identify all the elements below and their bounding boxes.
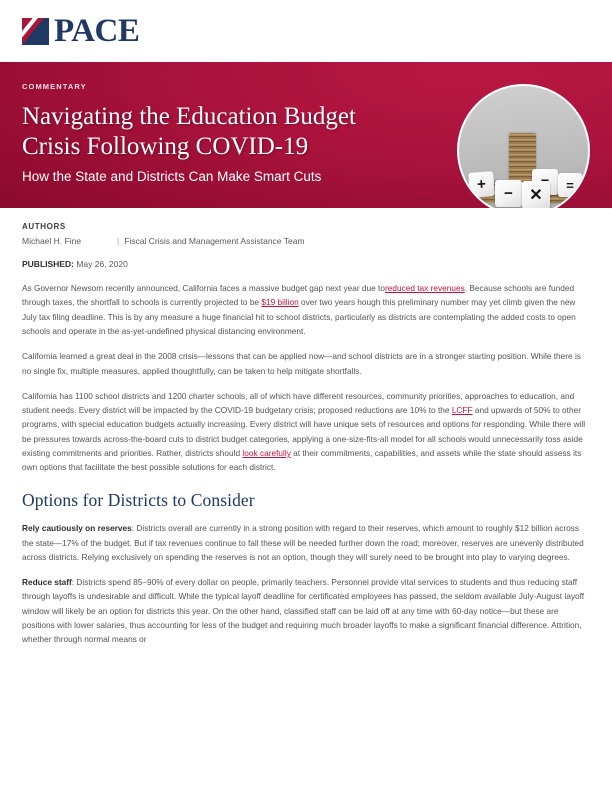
page-title: [22, 102, 422, 162]
page-subtitle: How the State and Districts Can Make Smart Cuts: [22, 168, 322, 184]
author-entry: [22, 235, 590, 248]
p3-text-b: and upwards of 50% to other programs, with special education budgets actually increasing. Every district will have unique sets of resources and options for responding. While there will be pressures towards across-the-board cuts to district budget categories, applying a one-size-fits-all model for all schools would unnecessarily toss aside existing commitments and priorities. Rather, districts should: [22, 405, 586, 458]
minus-die-icon: −: [495, 180, 522, 207]
paragraph-reduce-staff: [22, 575, 590, 646]
p1-text-c: over two years hough this preliminary number may yet climb given the new July tax filing deadline. This is by any measure a huge financial hit to school districts, particularly as districts are contemplating the added costs to open schools and operate in the as-yet-undefined physical distancing environment.: [22, 297, 576, 336]
link-lcff[interactable]: LCFF: [451, 405, 473, 416]
photo-scene: [459, 86, 588, 208]
equals-die-icon-2: =: [558, 173, 582, 197]
link-19-billion[interactable]: $19 billion: [261, 297, 299, 308]
article-hero-banner: [0, 62, 612, 208]
pace-logo-mark-icon: [22, 18, 49, 45]
paragraph-3: [22, 389, 590, 475]
pace-logo[interactable]: [22, 12, 140, 49]
pace-logo-wordmark: PACE: [54, 12, 140, 49]
paragraph-rely-on-reserves: [22, 521, 590, 564]
author-affiliation: Fiscal Crisis and Management Assistance Team: [124, 236, 305, 246]
p3-text-a: California has 1100 school districts and 1200 charter schools, all of which have different resources, community priorities, approaches to education, and student needs. Every district will be impacted by the COVID-19 budgetary crisis; proposed reductions are 10% to the: [22, 390, 575, 416]
p3-text-c: at their commitments, capabilities, and assets while the state should assess its own options that facilitate the best possible solutions for each district.: [22, 447, 582, 473]
author-affiliation-wrap: [117, 235, 305, 248]
times-die-icon: ✕: [522, 181, 550, 208]
author-separator: |: [117, 236, 120, 246]
p1-text-b: . Because schools are funded through taxes, the shortfall to schools is currently projected to be: [22, 283, 575, 308]
p4-text: : Districts overall are currently in a strong position with regard to their reserves, which amount to roughly $12 billion across the state—17% of the budget. But if tax revenues continue to fall these will be needed further down the road; moreover, reserves are unevenly distributed across districts. Relying exclusively on spending the reserves is not an option, though they will surely need to be brought into play to varying degrees.: [22, 523, 584, 562]
hero-text-block: [22, 82, 422, 185]
link-look-carefully[interactable]: look carefully: [242, 447, 291, 458]
article-body: [0, 208, 612, 646]
published-date: May 26, 2020: [76, 259, 128, 270]
plus-die-icon: +: [468, 171, 495, 198]
section-heading-options: Options for Districts to Consider: [22, 490, 255, 511]
published-line: [22, 259, 590, 269]
link-reduced-tax-revenues[interactable]: reduced tax revenues: [384, 283, 465, 294]
page-title-line-2: Crisis Following COVID-19: [22, 132, 309, 160]
author-name: Michael H. Fine: [22, 236, 82, 246]
published-label: PUBLISHED:: [22, 259, 74, 270]
paragraph-2: California learned a great deal in the 2008 crisis—lessons that can be applied now—and school districts are in a stronger starting position. While there is no single fix, multiple measures, applied thoughtfully, can be taken to help mitigate shortfalls.: [22, 351, 581, 376]
authors-label: AUTHORS: [22, 222, 66, 231]
site-header: [0, 0, 612, 62]
paragraph-1: [22, 281, 590, 338]
paragraph-lead-in-reduce-staff: Reduce staff: [22, 577, 72, 588]
content-type-eyebrow: COMMENTARY: [22, 82, 87, 91]
paragraph-lead-in-reserves: Rely cautiously on reserves: [22, 523, 132, 534]
p5-text: : Districts spend 85–90% of every dollar on people, primarily teachers. Personnel provide vital services to students and thus reducing staff through layoffs is undesirable and difficult. While the typical layoff deadline for certificated employees has passed, the seldom available July-August layoff window will likely be an option for districts this year. On the other hand, classified staff can be laid off at any time with 60-day notice—but these are positions with lower salaries, thus accounting for less of the budget and requiring much broader layoffs to make a significant financial difference. Attrition, whether through normal means or: [22, 577, 585, 645]
p1-text-a: As Governor Newsom recently announced, California faces a massive budget gap next year due to: [22, 283, 385, 294]
hero-photo-coins-and-math-dice: [457, 84, 590, 208]
page-title-line-1: Navigating the Education Budget: [22, 103, 356, 130]
